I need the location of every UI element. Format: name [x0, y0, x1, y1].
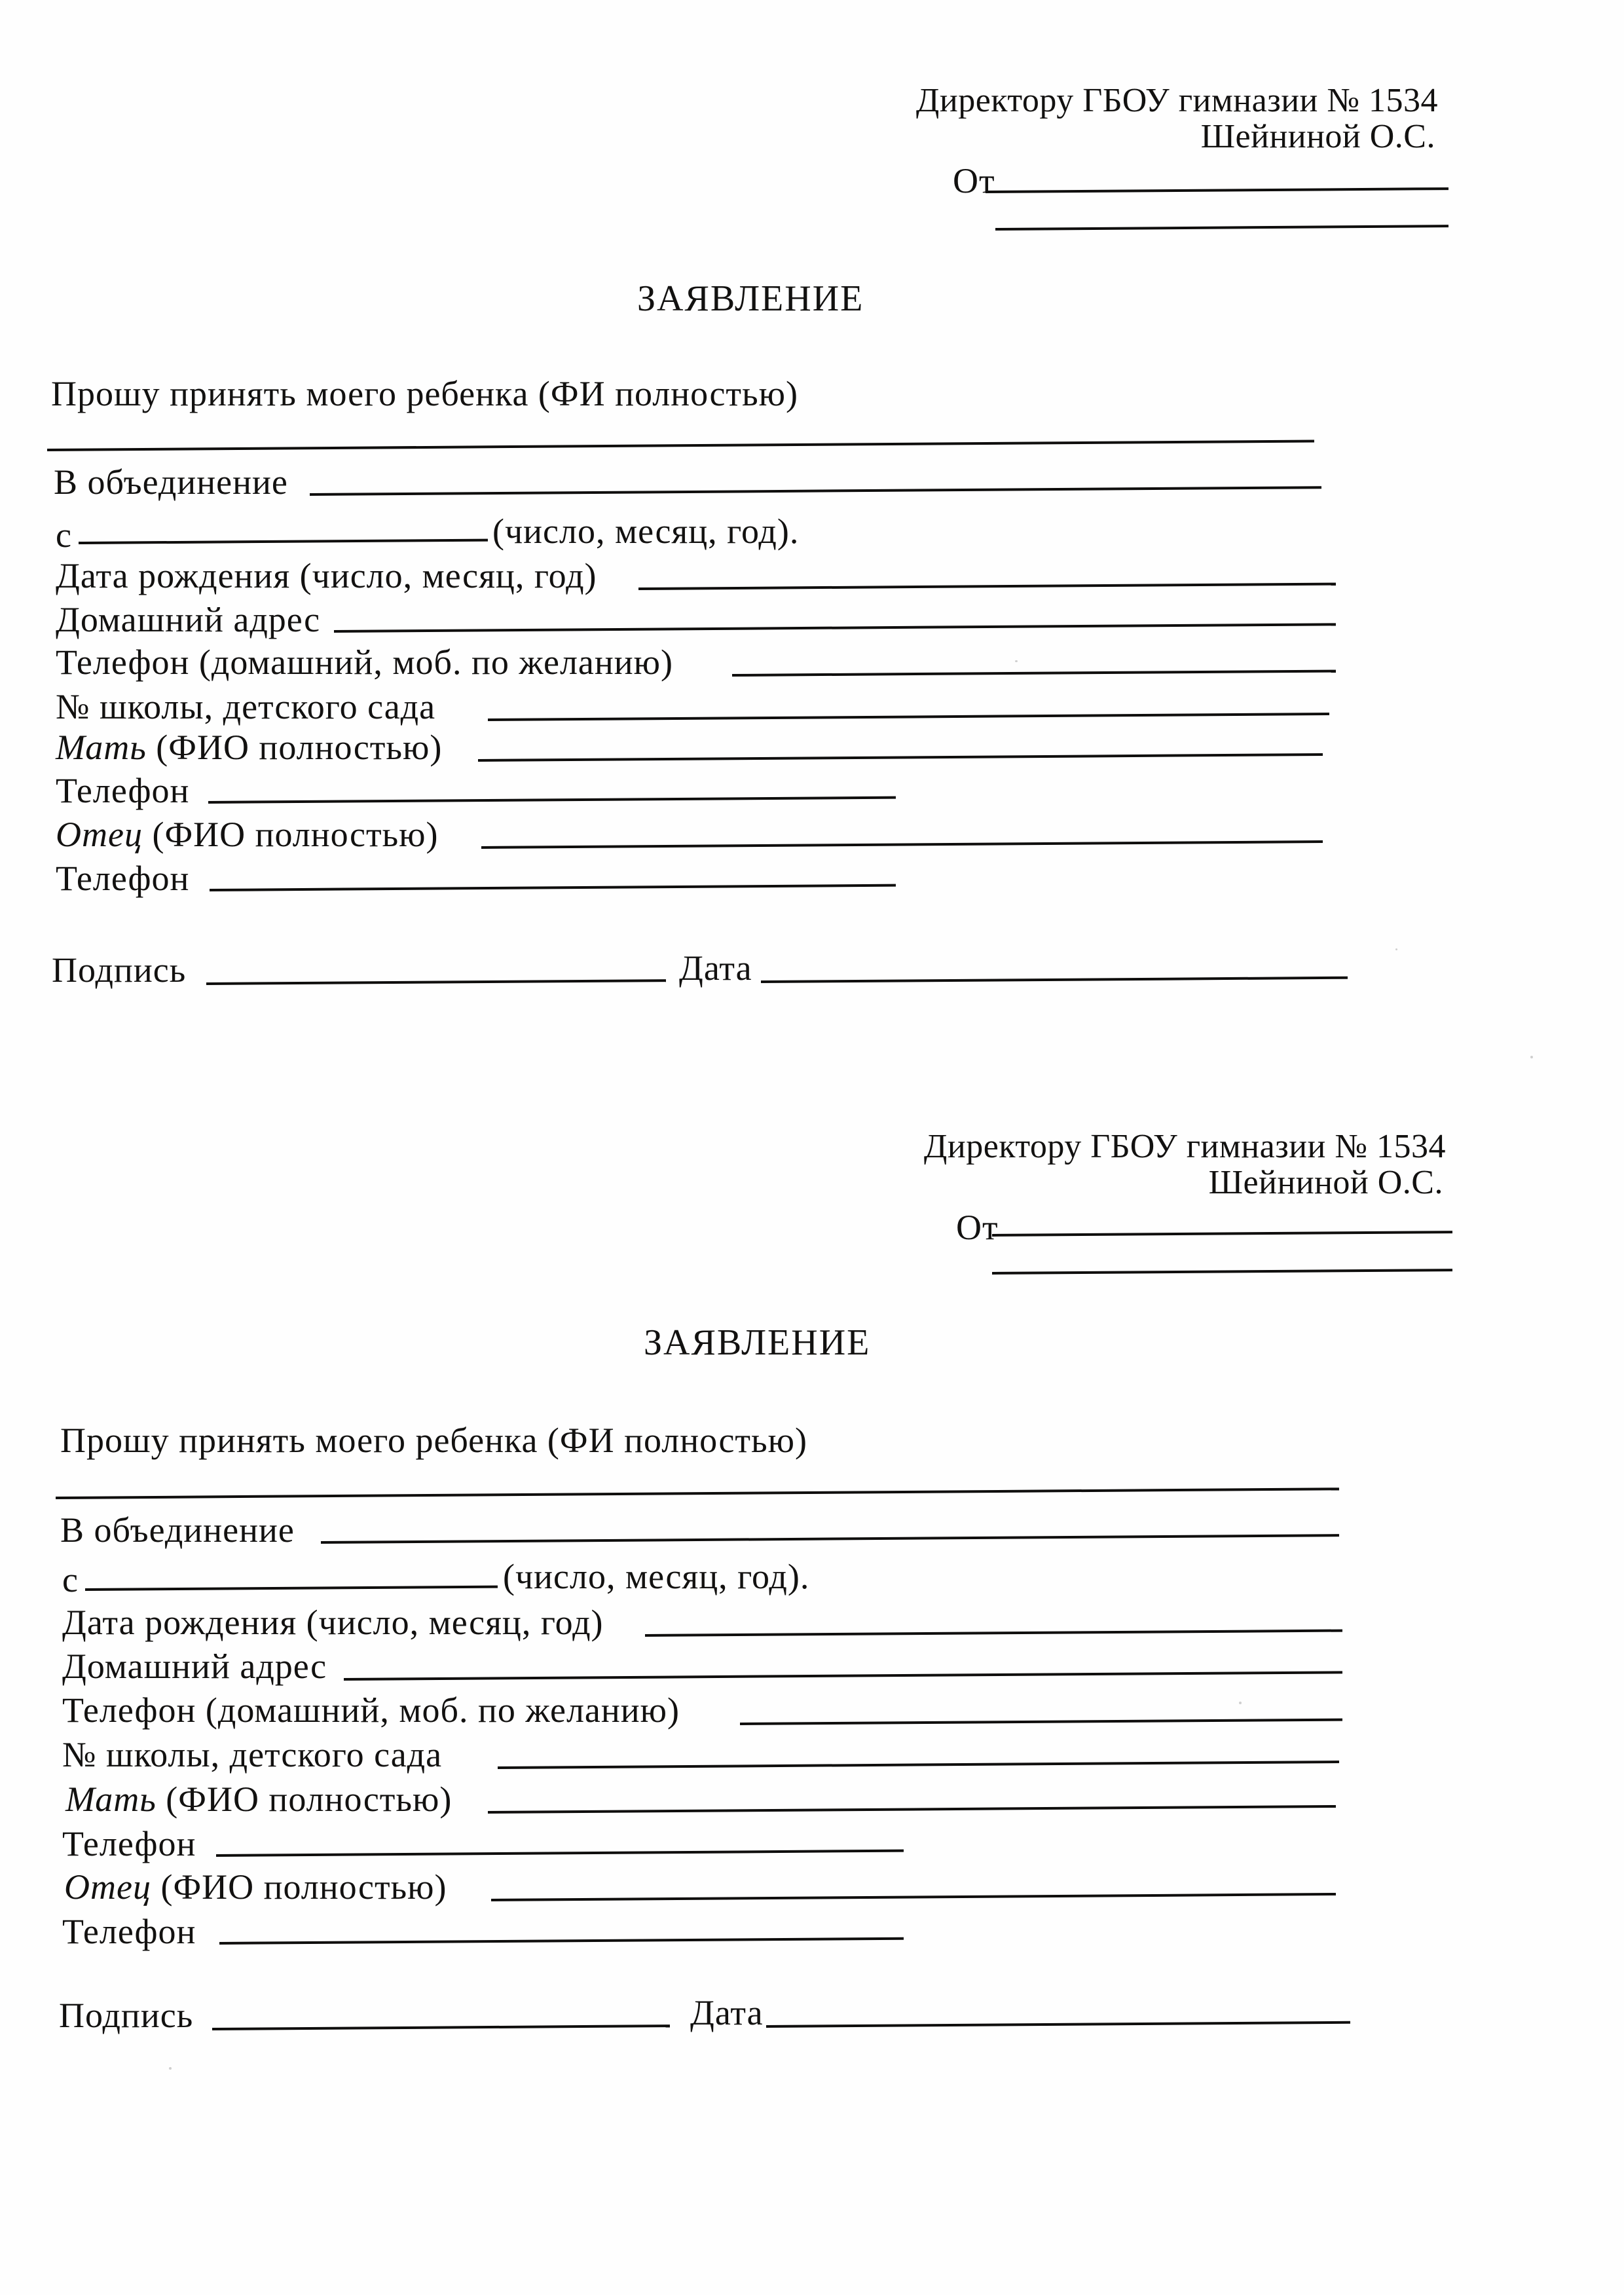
signature-blank-line: [212, 2024, 670, 2030]
intro-line: Прошу принять моего ребенка (ФИ полностью): [60, 1421, 807, 1460]
birth-date-blank-line: [645, 1630, 1342, 1637]
since-label: с: [56, 515, 72, 555]
home-address-label: Домашний адрес: [62, 1647, 327, 1686]
since-blank-line: [79, 539, 488, 544]
school-number-blank-line: [498, 1761, 1339, 1769]
phone-main-label: Телефон (домашний, моб. по желанию): [56, 643, 673, 682]
from-blank-line-2: [995, 225, 1449, 231]
home-address-blank-line: [344, 1671, 1342, 1681]
addressee-name-line: Шейниной О.С.: [1208, 1164, 1443, 1201]
from-blank-line: [986, 187, 1449, 193]
from-blank-line-2: [992, 1269, 1452, 1275]
father-name-blank-line: [491, 1893, 1336, 1901]
father-label: Отец: [56, 815, 143, 854]
addressee-line: Директору ГБОУ гимназии № 1534: [923, 1128, 1446, 1165]
association-blank-line: [310, 486, 1321, 496]
date-label: Дата: [679, 948, 752, 988]
scan-speckle: [169, 2067, 172, 2070]
date-blank-line: [761, 977, 1348, 983]
child-name-blank-line: [56, 1487, 1339, 1499]
since-blank-line: [85, 1586, 498, 1591]
phone-main-blank-line: [740, 1719, 1342, 1725]
intro-line: Прошу принять моего ребенка (ФИ полностью): [51, 374, 798, 413]
signature-label: Подпись: [59, 1996, 194, 2035]
mother-line: [56, 728, 442, 766]
from-blank-line: [992, 1231, 1452, 1237]
father-phone-blank-line: [219, 1937, 904, 1945]
since-hint: (число, месяц, год).: [503, 1557, 810, 1596]
addressee-line: Директору ГБОУ гимназии № 1534: [915, 82, 1438, 119]
phone-main-label: Телефон (домашний, моб. по желанию): [62, 1690, 680, 1730]
school-number-label: № школы, детского сада: [62, 1735, 443, 1774]
scan-speckle: [1395, 948, 1397, 950]
father-phone-label: Телефон: [56, 859, 190, 898]
father-label: Отец: [64, 1867, 151, 1907]
father-line: [56, 815, 439, 853]
home-address-blank-line: [334, 623, 1336, 633]
from-label: От: [956, 1208, 999, 1247]
addressee-name-line: Шейниной О.С.: [1200, 118, 1435, 155]
mother-fio-hint: (ФИО полностью): [166, 1780, 452, 1819]
association-blank-line: [321, 1534, 1339, 1544]
mother-name-blank-line: [488, 1805, 1336, 1814]
mother-phone-blank-line: [208, 796, 896, 804]
father-phone-blank-line: [210, 884, 896, 891]
mother-phone-label: Телефон: [62, 1824, 196, 1863]
mother-label: Мать: [65, 1780, 157, 1819]
date-blank-line: [766, 2021, 1350, 2028]
scan-speckle: [1530, 1056, 1533, 1058]
birth-date-label: Дата рождения (число, месяц, год): [62, 1603, 604, 1642]
birth-date-blank-line: [638, 583, 1336, 590]
phone-main-blank-line: [732, 670, 1336, 677]
since-hint: (число, месяц, год).: [492, 512, 800, 551]
father-phone-label: Телефон: [62, 1912, 196, 1951]
mother-label: Мать: [56, 728, 147, 767]
father-line: [64, 1868, 447, 1906]
scan-speckle: [1015, 660, 1018, 662]
birth-date-label: Дата рождения (число, месяц, год): [56, 556, 597, 595]
since-label: с: [62, 1560, 79, 1599]
mother-name-blank-line: [478, 753, 1323, 762]
date-label: Дата: [690, 1993, 764, 2032]
child-name-blank-line: [47, 439, 1314, 451]
scan-speckle: [1239, 1702, 1242, 1704]
form-title: ЗАЯВЛЕНИЕ: [644, 1322, 871, 1363]
from-label: От: [953, 161, 995, 200]
father-fio-hint: (ФИО полностью): [152, 815, 439, 854]
mother-line: [65, 1780, 452, 1818]
mother-phone-blank-line: [216, 1850, 904, 1857]
mother-phone-label: Телефон: [56, 771, 190, 810]
mother-fio-hint: (ФИО полностью): [156, 728, 443, 767]
form-title: ЗАЯВЛЕНИЕ: [637, 278, 864, 319]
father-name-blank-line: [481, 840, 1323, 849]
association-label: В объединение: [60, 1510, 295, 1550]
school-number-label: № школы, детского сада: [56, 687, 436, 726]
signature-blank-line: [206, 979, 666, 985]
home-address-label: Домашний адрес: [56, 600, 321, 639]
signature-label: Подпись: [52, 950, 187, 990]
father-fio-hint: (ФИО полностью): [160, 1867, 447, 1907]
association-label: В объединение: [54, 462, 288, 502]
school-number-blank-line: [488, 713, 1329, 721]
